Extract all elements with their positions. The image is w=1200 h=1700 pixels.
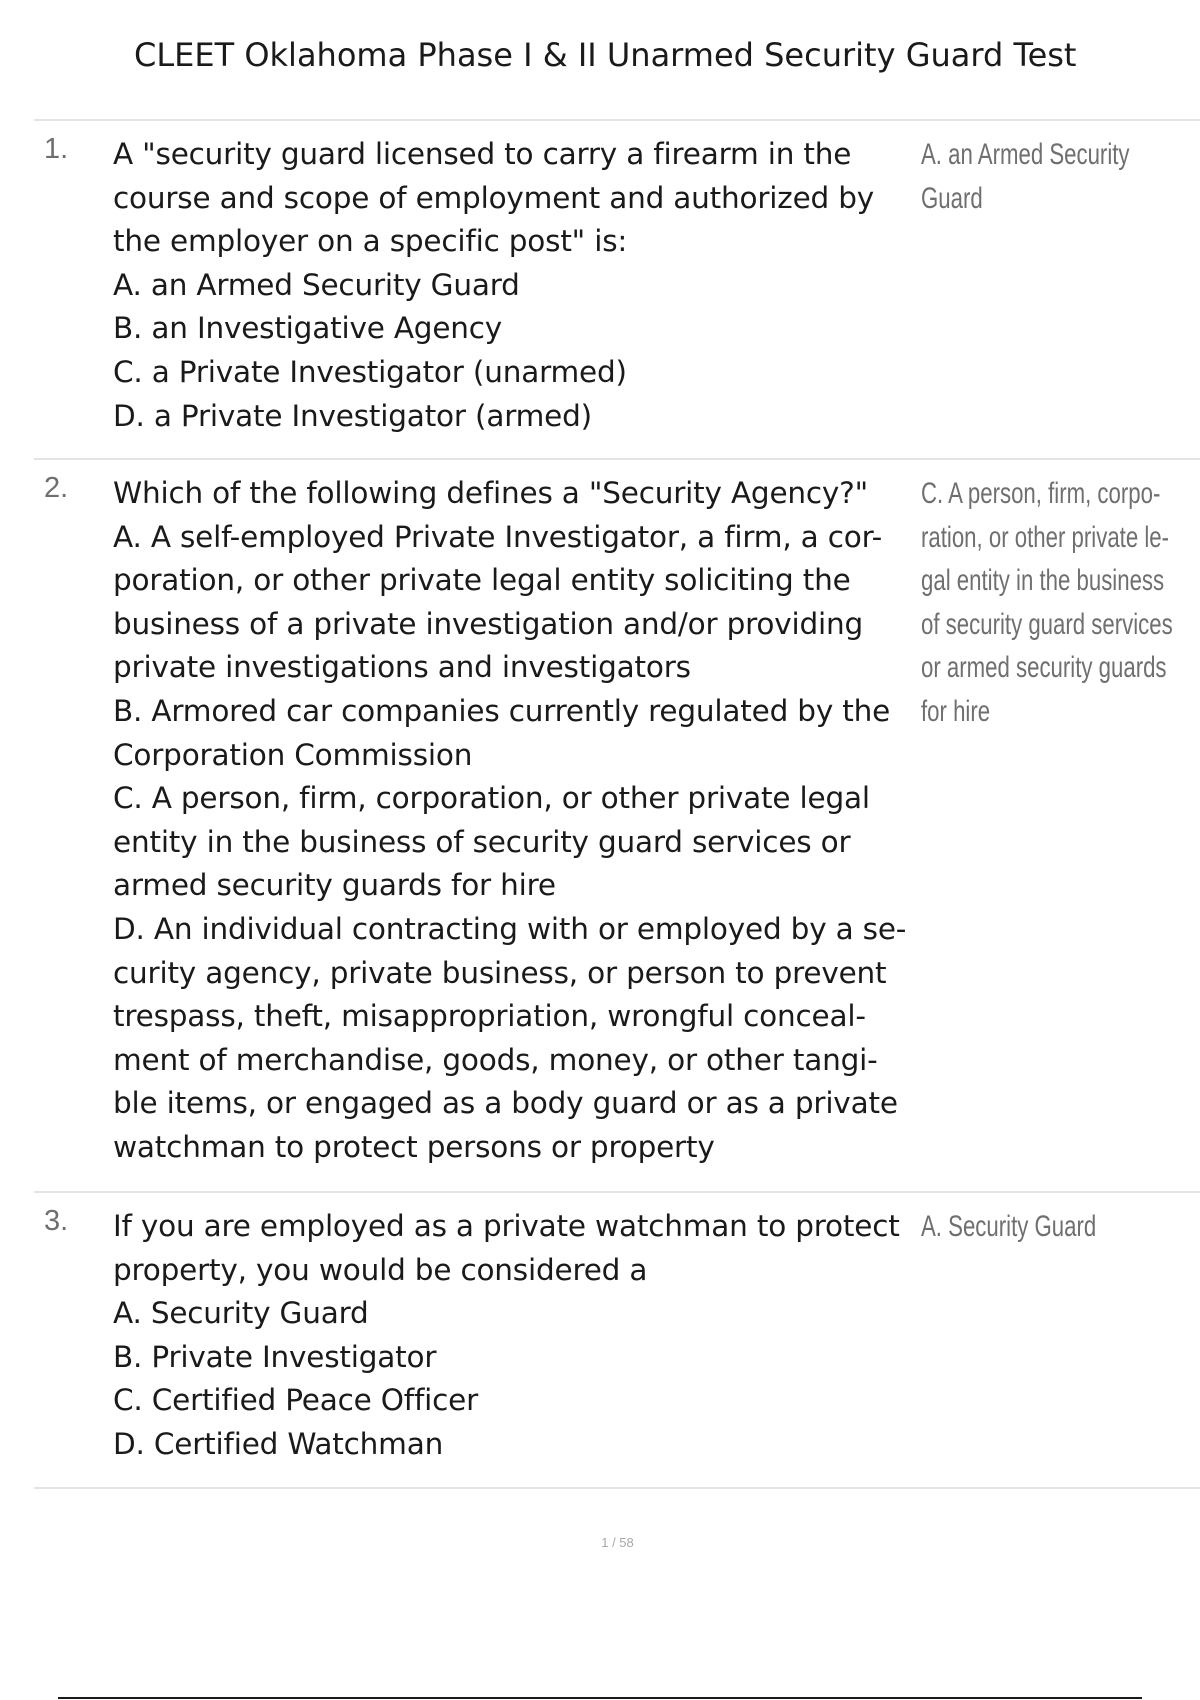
option-b: Corporation Commission	[113, 737, 473, 772]
question-line: property, you would be considered a	[113, 1252, 648, 1287]
question-line: Which of the following defines a "Security Agency?"	[113, 476, 868, 510]
option-c: C. A person, firm, corporation, or other private legal	[113, 781, 870, 816]
option-a: business of a private investigation and/or providing	[113, 606, 864, 641]
question-number: 2.	[44, 472, 69, 504]
answer-text	[921, 1205, 1121, 1249]
answer-line: A. Security Guard	[921, 1210, 1097, 1243]
question-number: 3.	[44, 1205, 69, 1237]
bottom-border	[58, 1697, 1142, 1699]
option-a: A. Security Guard	[113, 1296, 369, 1331]
option-d: trespass, theft, misappropriation, wrongful conceal-	[113, 999, 866, 1034]
option-c: entity in the business of security guard services or	[113, 824, 851, 859]
answer-line: gal entity in the business	[921, 564, 1165, 598]
option-a: private investigations and investigators	[113, 650, 691, 685]
question-number: 1.	[44, 133, 69, 165]
answer-line: Guard	[921, 181, 983, 215]
option-b: B. Armored car companies currently regulated by the	[113, 693, 891, 728]
answer-line: or armed security guards	[921, 651, 1167, 685]
question-line: course and scope of employment and authorized by	[113, 180, 875, 215]
option-d: ble items, or engaged as a body guard or as a private	[113, 1086, 898, 1121]
option-a: A. A self-employed Private Investigator, a firm, a cor-	[113, 519, 883, 554]
divider	[34, 1191, 1200, 1193]
option-b: B. Private Investigator	[113, 1339, 437, 1374]
option-d: D. Certified Watchman	[113, 1426, 444, 1461]
option-d: watchman to protect persons or property	[113, 1129, 715, 1164]
answer-line: A. an Armed Security	[921, 138, 1130, 171]
option-d: D. a Private Investigator (armed)	[113, 398, 592, 433]
option-a: poration, or other private legal entity soliciting the	[113, 563, 851, 598]
divider	[34, 119, 1200, 121]
answer-text	[921, 472, 1173, 734]
answer-line: C. A person, firm, corpo-	[921, 477, 1161, 510]
option-b: B. an Investigative Agency	[113, 311, 503, 346]
question-line: If you are employed as a private watchman to protect	[113, 1209, 900, 1243]
question-line: the employer on a specific post" is:	[113, 224, 628, 259]
option-c: armed security guards for hire	[113, 868, 556, 903]
page-title: CLEET Oklahoma Phase I & II Unarmed Security Guard Test	[134, 36, 1077, 74]
page-number: 1 / 58	[601, 1535, 634, 1550]
option-a: A. an Armed Security Guard	[113, 267, 520, 302]
question-text	[113, 472, 918, 1170]
option-d: curity agency, private business, or person to prevent	[113, 955, 887, 990]
answer-line: for hire	[921, 694, 991, 728]
option-c: C. Certified Peace Officer	[113, 1383, 479, 1418]
answer-text	[921, 133, 1130, 220]
question-text	[113, 133, 918, 438]
answer-line: of security guard services	[921, 607, 1173, 641]
divider	[34, 1487, 1200, 1489]
question-text	[113, 1205, 918, 1467]
option-d: D. An individual contracting with or employed by a se-	[113, 911, 907, 946]
divider	[34, 458, 1200, 460]
question-line: A "security guard licensed to carry a firearm in the	[113, 137, 852, 171]
option-d: ment of merchandise, goods, money, or other tangi-	[113, 1042, 878, 1077]
option-c: C. a Private Investigator (unarmed)	[113, 354, 627, 389]
answer-line: ration, or other private le-	[921, 520, 1170, 554]
